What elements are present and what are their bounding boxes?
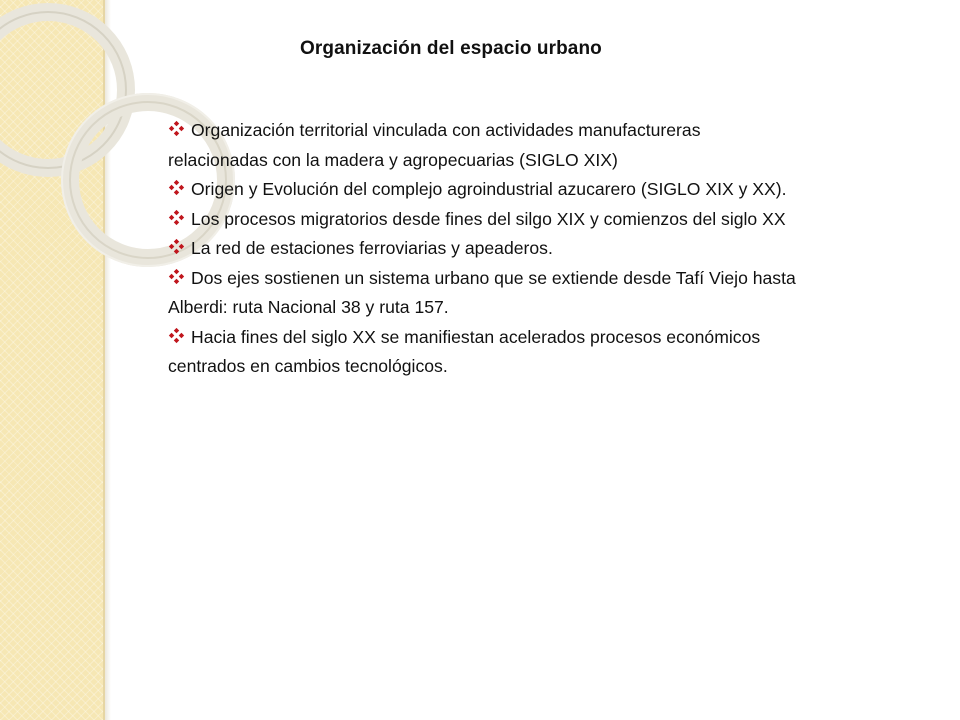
diamond-bullet-icon	[168, 327, 185, 344]
diamond-bullet-icon	[168, 209, 185, 226]
bullet-text: La red de estaciones ferroviarias y apeaderos.	[191, 238, 553, 258]
bullet-item	[168, 175, 798, 205]
bullet-item	[168, 323, 798, 382]
diamond-bullet-icon	[168, 268, 185, 285]
diamond-bullet-icon	[168, 120, 185, 137]
bullet-list	[168, 116, 798, 382]
bullet-text: Hacia fines del siglo XX se manifiestan acelerados procesos económicos centrados en cambios tecnológicos.	[168, 326, 761, 376]
bullet-text: Organización territorial vinculada con actividades manufactureras relacionadas con la madera y agropecuarias (SIGLO XIX)	[168, 120, 701, 170]
bullet-item	[168, 205, 798, 235]
bullet-text: Dos ejes sostienen un sistema urbano que se extiende desde Tafí Viejo hasta Alberdi: ruta Nacional 38 y ruta 157.	[168, 267, 796, 317]
diamond-bullet-icon	[168, 179, 185, 196]
diamond-bullet-icon	[168, 238, 185, 255]
bullet-text: Los procesos migratorios desde fines del silgo XIX y comienzos del siglo XX	[191, 208, 786, 229]
bullet-item	[168, 116, 798, 175]
bullet-item	[168, 234, 798, 264]
slide-title: Organización del espacio urbano	[300, 38, 602, 59]
bullet-text: Origen y Evolución del complejo agroindustrial azucarero (SIGLO XIX y XX).	[191, 179, 787, 199]
bullet-item	[168, 264, 798, 323]
